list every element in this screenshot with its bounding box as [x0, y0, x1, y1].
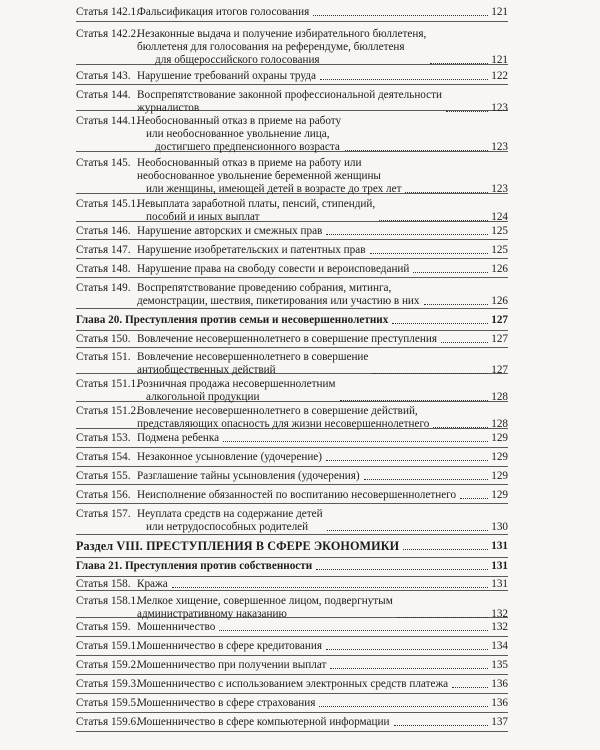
leader-dots — [397, 617, 488, 618]
entry-title-line: Незаконное усыновление (удочерение) — [137, 451, 322, 463]
entry-title-line: Подмена ребенка — [137, 432, 220, 444]
leader-dots — [379, 220, 488, 221]
entry-title — [137, 595, 393, 621]
entry-title-line: или женщины, имеющей детей в возрасте до трех лет — [146, 183, 402, 195]
article-number: Статья 144. — [76, 89, 131, 101]
page-number: 127 — [491, 364, 508, 376]
article-number: Статья 148. — [76, 263, 131, 275]
entry-title — [137, 678, 448, 691]
leader-dots — [370, 253, 488, 254]
leader-dots — [345, 150, 488, 151]
leader-dots — [452, 687, 488, 688]
entry-title — [137, 351, 368, 377]
entry-divider — [76, 258, 508, 259]
article-number: Статья 142.2. — [76, 28, 139, 40]
page-number: 123 — [491, 141, 508, 153]
entry-title — [137, 640, 322, 653]
entry-title — [137, 432, 219, 445]
entry-title-line: Необоснованный отказ в приеме на работу или — [137, 157, 362, 169]
entry-title-line: Вовлечение несовершеннолетнего в совершение — [137, 351, 369, 363]
entry-title-line: алкогольной продукции — [146, 391, 260, 403]
article-number: Статья 153. — [76, 432, 131, 444]
entry-divider — [76, 731, 508, 732]
page-number: 130 — [491, 521, 508, 533]
page-number: 121 — [491, 54, 508, 66]
leader-dots — [413, 272, 488, 273]
entry-title — [137, 263, 409, 276]
entry-title-line: Мошенничество с использованием электронных средств платежа — [137, 678, 449, 690]
article-number: Статья 154. — [76, 451, 131, 463]
article-number: Статья 158.1. — [76, 595, 139, 607]
page-number: 123 — [491, 183, 508, 195]
leader-dots — [372, 373, 488, 374]
page-number: 137 — [491, 716, 508, 728]
page-number: 121 — [491, 6, 508, 18]
entry-divider — [76, 534, 508, 535]
entry-title-line: бюллетеня для голосования на референдуме, бюллетеня — [137, 41, 405, 53]
entry-divider — [76, 693, 508, 694]
entry-title-line: Разглашение тайны усыновления (удочерения) — [137, 470, 360, 482]
entry-title-line: Нарушение авторских и смежных прав — [137, 225, 323, 237]
entry-title — [76, 540, 399, 553]
leader-dots — [364, 479, 488, 480]
entry-title-line: Мошенничество — [137, 621, 216, 633]
entry-divider — [76, 655, 508, 656]
entry-title — [137, 115, 341, 154]
leader-dots — [340, 400, 488, 401]
entry-title — [137, 451, 322, 464]
article-number: Статья 143. — [76, 70, 131, 82]
page-number: 131 — [491, 540, 508, 552]
article-number: Статья 159. — [76, 621, 131, 633]
page-number: 129 — [491, 451, 508, 463]
entry-title-line: Мошенничество в сфере компьютерной информации — [137, 716, 390, 728]
entry-title-line: демонстрации, шествия, пикетирования или участию в них — [137, 295, 420, 307]
leader-dots — [446, 111, 488, 112]
page-number: 132 — [491, 608, 508, 620]
entry-divider — [76, 674, 508, 675]
entry-title-line: представляющих опасность для жизни несовершеннолетнего — [137, 418, 430, 430]
leader-dots — [433, 427, 488, 428]
entry-divider — [76, 21, 508, 22]
entry-divider — [76, 330, 508, 331]
entry-title — [137, 716, 390, 729]
entry-divider — [76, 484, 508, 485]
leader-dots — [403, 549, 488, 550]
page-number: 128 — [491, 418, 508, 430]
entry-title-line: Незаконные выдача и получение избирательного бюллетеня, — [137, 28, 427, 40]
entry-title-line: Вовлечение несовершеннолетнего в совершение преступления — [137, 333, 437, 345]
entry-title-line: журналистов — [137, 102, 200, 114]
page-number: 125 — [491, 225, 508, 237]
entry-title-line: для общероссийского голосования — [155, 54, 320, 66]
article-number: Статья 147. — [76, 244, 131, 256]
leader-dots — [319, 706, 488, 707]
page-number: 129 — [491, 470, 508, 482]
entry-divider — [76, 347, 508, 348]
article-number: Статья 155. — [76, 470, 131, 482]
leader-dots — [219, 630, 488, 631]
entry-title — [137, 578, 168, 591]
leader-dots — [320, 79, 488, 80]
entry-title — [137, 89, 442, 115]
entry-divider — [76, 239, 508, 240]
page-number: 135 — [491, 659, 508, 671]
entry-title-line: или нетрудоспособных родителей — [146, 521, 309, 533]
article-number: Статья 159.1. — [76, 640, 139, 652]
entry-title — [137, 470, 360, 483]
entry-title — [137, 333, 437, 346]
article-number: Статья 156. — [76, 489, 131, 501]
page-number: 126 — [491, 263, 508, 275]
page-number: 126 — [491, 295, 508, 307]
page-number: 136 — [491, 697, 508, 709]
entry-divider — [76, 557, 508, 558]
entry-title-line: Нарушение права на свободу совести и вероисповеданий — [137, 263, 410, 275]
article-number: Статья 159.5. — [76, 697, 139, 709]
leader-dots — [441, 342, 488, 343]
entry-title — [137, 405, 429, 431]
entry-title-line: Нарушение изобретательских и патентных прав — [137, 244, 366, 256]
entry-title-line: Розничная продажа несовершеннолетним — [137, 378, 336, 390]
entry-title-line: Воспрепятствование законной профессиональной деятельности — [137, 89, 443, 101]
entry-title-line: антиобщественных действий — [137, 364, 276, 376]
page-number: 125 — [491, 244, 508, 256]
entry-divider — [76, 84, 508, 85]
leader-dots — [460, 498, 488, 499]
page-number: 122 — [491, 70, 508, 82]
entry-title-line: Необоснованный отказ в приеме на работу — [137, 115, 342, 127]
article-number: Статья 159.2. — [76, 659, 139, 671]
page-number: 127 — [491, 333, 508, 345]
entry-title-line: Глава 20. Преступления против семьи и несовершеннолетних — [76, 314, 389, 326]
page-number: 124 — [491, 211, 508, 223]
entry-title-line: или необоснованное увольнение лица, — [146, 128, 330, 140]
entry-title-line: Нарушение требований охраны труда — [137, 70, 316, 82]
article-number: Статья 158. — [76, 578, 131, 590]
leader-dots — [326, 234, 488, 235]
entry-title — [137, 697, 315, 710]
article-number: Статья 157. — [76, 508, 131, 520]
leader-dots — [326, 649, 488, 650]
page-number: 134 — [491, 640, 508, 652]
entry-title-line: Вовлечение несовершеннолетнего в совершение действий, — [137, 405, 418, 417]
page-number: 128 — [491, 391, 508, 403]
leader-dots — [430, 63, 488, 64]
entry-title — [137, 244, 366, 257]
entry-title-line: Мелкое хищение, совершенное лицом, подвергнутым — [137, 595, 393, 607]
leader-dots — [424, 304, 488, 305]
entry-divider — [76, 447, 508, 448]
page-number: 127 — [491, 314, 508, 326]
page-number: 129 — [491, 432, 508, 444]
page-number: 131 — [491, 578, 508, 590]
leader-dots — [316, 569, 488, 570]
entry-title-line: Кража — [137, 578, 168, 590]
page-number: 131 — [491, 560, 508, 572]
entry-title-line: достигшего предпенсионного возраста — [155, 141, 340, 153]
article-number: Статья 144.1. — [76, 115, 139, 127]
entry-title — [137, 508, 323, 534]
entry-title — [137, 225, 322, 238]
entry-title-line: Невыплата заработной платы, пенсий, стипендий, — [137, 198, 376, 210]
entry-title — [137, 489, 456, 502]
article-number: Статья 142.1. — [76, 6, 139, 18]
entry-divider — [76, 503, 508, 504]
entry-title — [137, 659, 326, 672]
page-number: 123 — [491, 102, 508, 114]
page-number: 136 — [491, 678, 508, 690]
article-number: Статья 151.2. — [76, 405, 139, 417]
entry-title — [137, 157, 401, 196]
entry-title-line: Неуплата средств на содержание детей — [137, 508, 323, 520]
entry-divider — [76, 466, 508, 467]
entry-title-line: Неисполнение обязанностей по воспитанию несовершеннолетнего — [137, 489, 457, 501]
leader-dots — [392, 323, 488, 324]
page-number: 132 — [491, 621, 508, 633]
article-number: Статья 150. — [76, 333, 131, 345]
entry-title-line: Фальсификация итогов голосования — [137, 6, 310, 18]
entry-title-line: Воспрепятствование проведению собрания, митинга, — [137, 282, 392, 294]
entry-divider — [76, 576, 508, 577]
leader-dots — [394, 725, 488, 726]
leader-dots — [330, 668, 488, 669]
leader-dots — [326, 460, 488, 461]
entry-title — [137, 6, 309, 19]
article-number: Статья 151. — [76, 351, 131, 363]
page-number: 129 — [491, 489, 508, 501]
entry-title-line: административному наказанию — [137, 608, 287, 620]
entry-title — [76, 560, 312, 573]
article-number: Статья 159.6. — [76, 716, 139, 728]
entry-divider — [76, 712, 508, 713]
entry-title-line: Глава 21. Преступления против собственности — [76, 560, 313, 572]
article-number: Статья 145. — [76, 157, 131, 169]
article-number: Статья 149. — [76, 282, 131, 294]
entry-title-line: Мошенничество в сфере кредитования — [137, 640, 322, 652]
entry-title — [137, 28, 426, 67]
entry-title — [137, 70, 316, 83]
article-number: Статья 159.3. — [76, 678, 139, 690]
entry-title-line: Мошенничество в сфере страхования — [137, 697, 316, 709]
leader-dots — [313, 15, 488, 16]
article-number: Статья 146. — [76, 225, 131, 237]
entry-title-line: необоснованное увольнение беременной женщины — [137, 170, 381, 182]
leader-dots — [172, 587, 488, 588]
entry-title-line: Мошенничество при получении выплат — [137, 659, 327, 671]
entry-divider — [76, 308, 508, 309]
leader-dots — [327, 530, 488, 531]
entry-title-line: Раздел VIII. ПРЕСТУПЛЕНИЯ В СФЕРЕ ЭКОНОМИКИ — [76, 539, 400, 553]
article-number: Статья 151.1. — [76, 378, 139, 390]
entry-title-line: пособий и иных выплат — [146, 211, 260, 223]
entry-divider — [76, 277, 508, 278]
leader-dots — [405, 192, 488, 193]
entry-title — [137, 621, 215, 634]
entry-title — [76, 314, 388, 327]
article-number: Статья 145.1. — [76, 198, 139, 210]
entry-title — [137, 378, 336, 404]
leader-dots — [223, 441, 488, 442]
entry-title — [137, 282, 420, 308]
entry-divider — [76, 636, 508, 637]
entry-title — [137, 198, 375, 224]
